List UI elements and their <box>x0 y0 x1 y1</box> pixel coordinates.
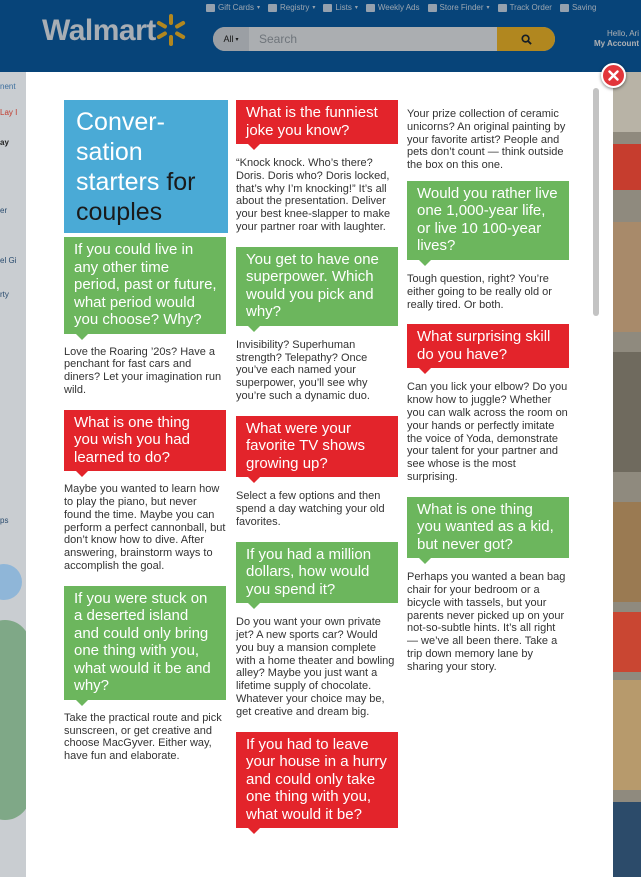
nav-track-order[interactable]: Track Order <box>498 3 552 12</box>
question-bubble: What is the funniest joke you know? <box>236 100 398 144</box>
list-icon <box>323 4 332 12</box>
nav-store-finder[interactable]: Store Finder ▾ <box>428 3 490 12</box>
search-button[interactable] <box>497 27 555 51</box>
close-button[interactable] <box>601 63 626 88</box>
question-bubble: What surprising skill do you have? <box>407 324 569 368</box>
savings-icon <box>560 4 569 12</box>
question-bubble: What is one thing you wanted as a kid, but never got? <box>407 497 569 559</box>
nav-weekly-ads[interactable]: Weekly Ads <box>366 3 420 12</box>
question-bubble: What were your favorite TV shows growing up? <box>236 416 398 478</box>
location-pin-icon <box>428 4 437 12</box>
column-3 <box>407 100 571 674</box>
account-link[interactable]: Hello, Ari My Account <box>593 29 639 48</box>
answer-text: Select a few options and then spend a day watching your old favorites. <box>236 490 385 528</box>
search-icon <box>521 34 532 45</box>
answer-text: Tough question, right? You’re either going to be really old or really tired. Or both. <box>407 272 552 311</box>
column-1 <box>64 100 228 763</box>
question-bubble: You get to have one superpower. Which would you pick and why? <box>236 247 398 326</box>
modal-scrollbar[interactable] <box>593 88 599 316</box>
site-header <box>0 0 641 72</box>
answer-text: Your prize collection of ceramic unicorns? An original painting by your favorite artist? People and pets don’t count — think outside the box on this one. <box>407 108 566 172</box>
answer-text: Love the Roaring ’20s? Have a penchant for fast cars and diners? Let your imagination run wild. <box>64 345 222 396</box>
answer-text: Can you lick your elbow? Do you know how to juggle? Whether you can walk across the room on your hands or perfectly imitate the voice of Yoda, demonstrate your talent for your partner and see whose is the most surprising. <box>407 381 568 483</box>
question-bubble: If you could live in any other time period, past or future, what period would you choose? Why? <box>64 237 226 334</box>
walmart-logo[interactable]: Walmart <box>42 14 156 47</box>
question-bubble: If you had a million dollars, how would you spend it? <box>236 542 398 604</box>
close-icon <box>608 70 619 81</box>
background-left-column: nent Lay I ay er el Gi rty ps <box>0 72 26 877</box>
department-dropdown[interactable]: All ▾ <box>213 27 249 51</box>
background-right-column <box>613 72 641 877</box>
background-shape <box>0 620 26 820</box>
chevron-down-icon: ▾ <box>235 36 239 43</box>
article-title: Conver-sation starters for couples <box>64 100 228 233</box>
question-bubble: Would you rather live one 1,000-year life, or live 10 100-year lives? <box>407 181 569 260</box>
answer-text: Invisibility? Superhuman strength? Telepathy? Once you’ve each named your superpower, you’ll see why you’re such a dynamic duo. <box>236 338 370 402</box>
nav-registry[interactable]: Registry ▾ <box>268 3 315 12</box>
article-modal <box>26 72 613 877</box>
nav-lists[interactable]: Lists ▾ <box>323 3 357 12</box>
truck-icon <box>498 4 507 12</box>
answer-text: Do you want your own private jet? A new sports car? Would you buy a mansion complete with a home theater and bowling alley? Maybe you just want a lifetime supply of chocolate. Whatever your choice may be, get creative and dream big. <box>236 616 395 718</box>
answer-text: “Knock knock. Who’s there? Doris. Doris who? Doris locked, that’s why I’m knocking!” It’s all about the presentation. Deliver your best knee-slapper to make your partner roar with laughter. <box>236 157 391 233</box>
gift-card-icon <box>206 4 215 12</box>
question-bubble: If you had to leave your house in a hurry and could only take one thing with you, what would it be? <box>236 732 398 829</box>
walmart-spark-icon <box>154 12 188 48</box>
top-nav <box>206 3 596 12</box>
background-circle <box>0 564 22 600</box>
question-bubble: What is one thing you wish you had learned to do? <box>64 410 226 472</box>
registry-icon <box>268 4 277 12</box>
search-input[interactable] <box>249 27 497 51</box>
answer-text: Maybe you wanted to learn how to play the piano, but never found the time. Maybe you can perform a perfect cannonball, but don’t know how to dive. After answering, brainstorm ways to accomplish the goal. <box>64 483 226 572</box>
nav-gift-cards[interactable]: Gift Cards ▾ <box>206 3 260 12</box>
weekly-ads-icon <box>366 4 375 12</box>
search-bar <box>213 27 555 51</box>
nav-savings[interactable]: Saving <box>560 3 596 12</box>
answer-text: Take the practical route and pick sunscreen, or get creative and choose MacGyver. Either way, have fun and elaborate. <box>64 711 222 763</box>
question-bubble: If you were stuck on a deserted island and could only bring one thing with you, what would it be and why? <box>64 586 226 700</box>
column-2 <box>236 100 400 828</box>
answer-text: Perhaps you wanted a bean bag chair for your bedroom or a bicycle with tassels, but your parents never picked up on your not-so-subtle hints. It’s all right — we’ve all been there. Take a trip down memory lane by sharing your story. <box>407 571 566 673</box>
